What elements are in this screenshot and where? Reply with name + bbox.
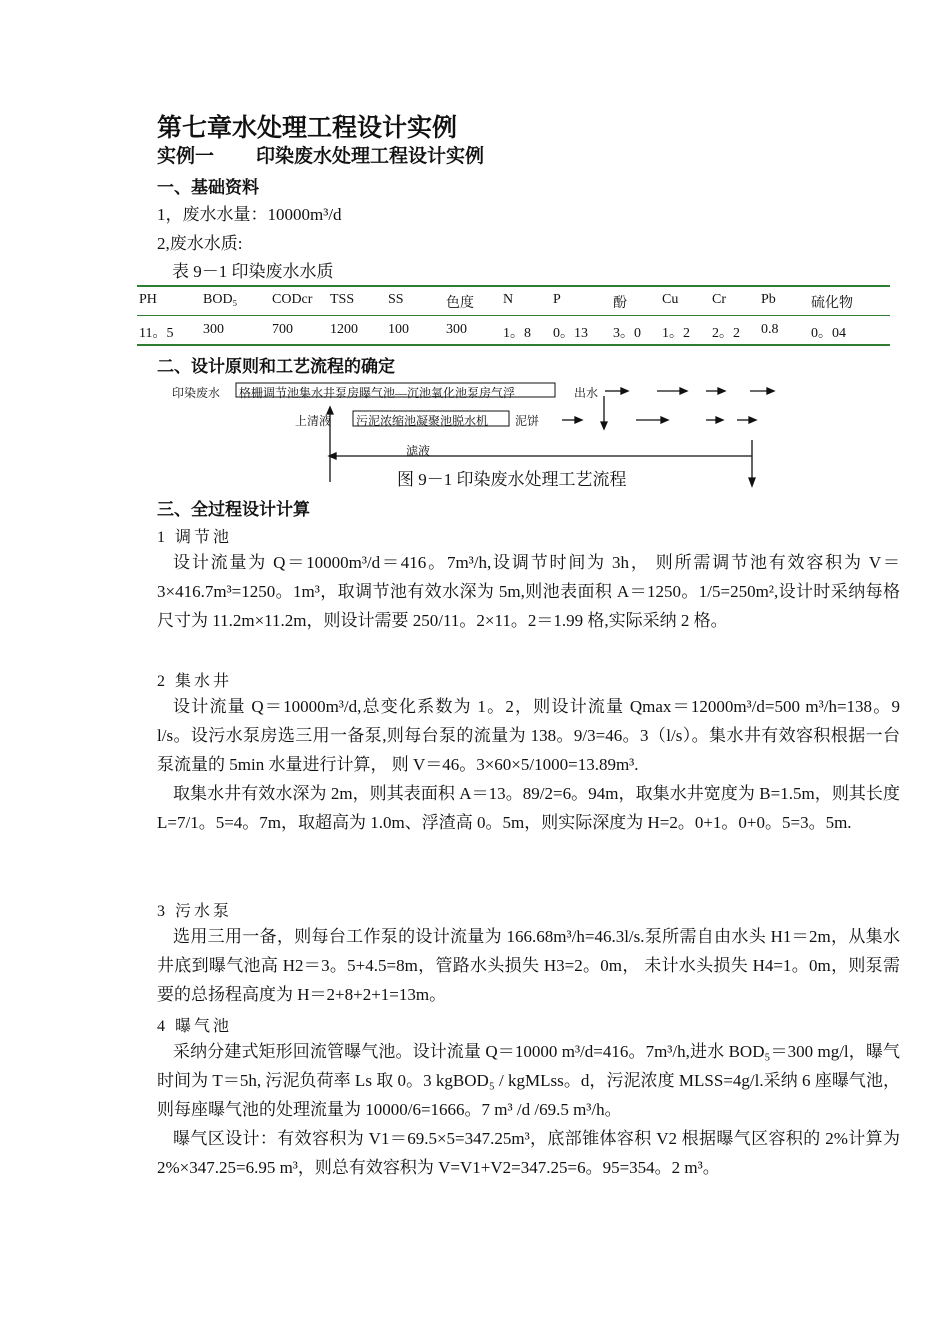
table-value-cell: 100 (388, 322, 409, 337)
section-3-title: 三、全过程设计计算 (157, 500, 310, 519)
subsection-4-title: 4 曝气池 (157, 1018, 233, 1035)
subsection-2-body (157, 692, 900, 837)
subsection-2-title: 2 集水井 (157, 673, 233, 690)
table-value-cell: 1。8 (503, 326, 531, 341)
section-2-title: 二、设计原则和工艺流程的确定 (157, 357, 395, 376)
table-value-row (137, 316, 890, 344)
table-header-cell: Cr (712, 292, 726, 307)
table-header-cell: BOD₅ (203, 292, 238, 307)
table-caption: 表 9－1 印染废水水质 (172, 262, 334, 281)
table-value-cell: 700 (272, 322, 293, 337)
table-value-cell: 0.8 (761, 322, 779, 337)
table-header-cell: SS (388, 292, 404, 307)
flow-row1-text: 格栅调节池集水井泵房曝气池—沉池氧化池泵房气浮 (239, 386, 516, 400)
flow-outlet-label: 出水 (574, 386, 599, 400)
table-header-cell: TSS (330, 292, 355, 307)
paragraph: 采纳分建式矩形回流管曝气池。设计流量 Q＝10000 m³/d=416。7m³/h,进水 BOD₅＝300 mg/l，曝气时间为 T＝5h, 污泥负荷率 Ls 取 0。3 kgBOD₅ / kgMLss。d，污泥浓度 MLSS=4g/l.采纳 6 座曝气池，则每座曝气池的处理流量为 10000/6=1666。7 m³ /d /69.5 m³/h。 (157, 1042, 900, 1119)
subsection-1-body (157, 548, 900, 635)
subsection-4-body (157, 1037, 900, 1182)
example-title: 印染废水处理工程设计实例 (256, 146, 485, 167)
wastewater-volume: 1，废水水量：10000m³/d (157, 205, 342, 224)
figure-caption: 图 9－1 印染废水处理工艺流程 (397, 470, 627, 489)
table-header-cell: Cu (662, 292, 679, 307)
table-header-cell: 硫化物 (811, 296, 853, 311)
table-header-cell: 酚 (613, 296, 627, 311)
subsection-3-title: 3 污水泵 (157, 903, 233, 920)
table-header-cell: Pb (761, 292, 776, 307)
table-value-cell: 1。2 (662, 326, 690, 341)
table-value-cell: 300 (203, 322, 224, 337)
section-1-title: 一、基础资料 (157, 178, 259, 197)
flow-inlet-label: 印染废水 (172, 386, 221, 400)
paragraph: 设计流量 Q＝10000m³/d,总变化系数为 1。2，则设计流量 Qmax＝12000m³/d=500 m³/h=138。9 l/s。设污水泵房选三用一备泵,则每台泵的流量为 138。9/3=46。3（l/s）。集水井有效容积根据一台泵流量的 5min 水量进行计算， 则 V＝46。3×60×5/1000=13.89m³. (157, 697, 900, 774)
flow-supernatant-label: 上清液 (295, 414, 332, 428)
table-value-cell: 2。2 (712, 326, 740, 341)
flow-row2-text: 污泥浓缩池凝聚池脱水机 (356, 414, 489, 428)
table-value-cell: 1200 (330, 322, 358, 337)
table-value-cell: 0。04 (811, 326, 846, 341)
paragraph: 曝气区设计：有效容积为 V1＝69.5×5=347.25m³，底部锥体容积 V2 根据曝气区容积的 2%计算为 2%×347.25=6.95 m³，则总有效容积为 V=V1+V2=347.25=6。95=354。2 m³。 (157, 1129, 900, 1177)
flow-row1-arrows (605, 388, 774, 394)
chapter-title: 第七章水处理工程设计实例 (157, 115, 458, 142)
paragraph: 取集水井有效水深为 2m，则其表面积 A＝13。89/2=6。94m，取集水井宽度为 B=1.5m，则其长度 L=7/1。5=4。7m，取超高为 1.0m、浮渣高 0。5m，则实际深度为 H=2。0+1。0+0。5=3。5m. (157, 784, 900, 832)
flow-filtrate-label: 滤液 (406, 444, 431, 458)
table-header-cell: PH (139, 292, 157, 307)
flow-cake-label: 泥饼 (515, 414, 540, 428)
table-value-cell: 11。5 (139, 326, 174, 341)
paragraph: 设计流量为 Q＝10000m³/d＝416。7m³/h,设调节时间为 3h， 则所需调节池有效容积为 V＝3×416.7m³=1250。1m³，取调节池有效水深为 5m,则池表面积 A＝1250。1/5=250m²,设计时采纳每格尺寸为 11.2m×11.2m，则设计需要 250/11。2×11。2＝1.99 格,实际采纳 2 格。 (157, 553, 900, 630)
table-header-row (137, 287, 890, 315)
table-value-cell: 0。13 (553, 326, 588, 341)
table-value-cell: 300 (446, 322, 467, 337)
table-header-cell: 色度 (446, 296, 474, 311)
paragraph: 选用三用一备，则每台工作泵的设计流量为 166.68m³/h=46.3l/s.泵所需自由水头 H1＝2m，从集水井底到曝气池高 H2＝3。5+4.5=8m，管路水头损失 H3=2。0m， 未计水头损失 H4=1。0m，则泵需要的总扬程高度为 H＝2+8+2+1=13m。 (157, 927, 900, 1004)
table-header-cell: N (503, 292, 514, 307)
subsection-3-body (157, 922, 900, 1009)
table-bottom-rule (137, 344, 890, 346)
table-header-cell: P (553, 292, 561, 307)
flow-row2-arrows (562, 417, 756, 423)
subsection-1-title: 1 调节池 (157, 529, 233, 546)
example-label: 实例一 (157, 146, 215, 167)
table-header-cell: CODcr (272, 292, 313, 307)
wastewater-quality-label: 2,废水水质: (157, 234, 243, 253)
table-value-cell: 3。0 (613, 326, 641, 341)
